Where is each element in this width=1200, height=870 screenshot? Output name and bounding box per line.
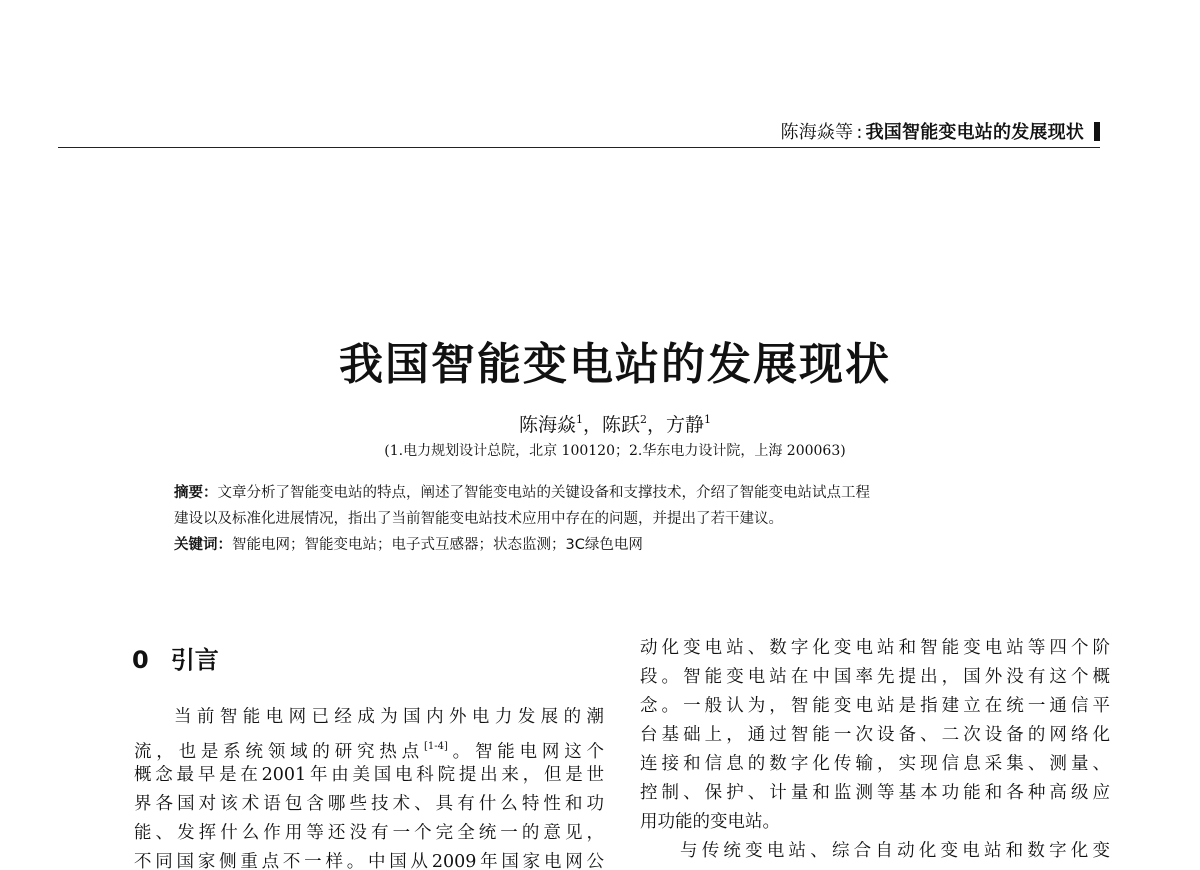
body-text: 。智能电网这个	[447, 742, 605, 762]
body-line: 控制、保护、计量和监测等基本功能和各种高级应	[640, 783, 1110, 803]
author-affil-mark: 1	[575, 413, 583, 426]
section-heading	[132, 640, 219, 675]
running-header-title: 我国智能变电站的发展现状	[865, 122, 1084, 143]
affiliations: (1.电力规划设计总院，北京 100120；2.华东电力设计院，上海 200063)	[384, 443, 846, 459]
body-line: 与传统变电站、综合自动化变电站和数字化变	[680, 841, 1110, 861]
abstract-text: 文章分析了智能变电站的特点，阐述了智能变电站的关键设备和支撑技术，介绍了智能变电站试点工程	[217, 485, 870, 501]
body-line: 用功能的变电站。	[640, 812, 780, 832]
citation-ref: [1-4]	[423, 741, 448, 752]
author-affil-mark: 2	[640, 413, 647, 426]
section-number: 0	[132, 646, 149, 674]
body-line: 当前智能电网已经成为国内外电力发展的潮	[174, 707, 604, 727]
header-rule	[58, 147, 1100, 148]
header-bar-mark	[1094, 122, 1100, 141]
abstract-block	[174, 480, 1074, 558]
abstract-line	[174, 506, 1074, 532]
body-line: 界各国对该术语包含哪些技术、具有什么特性和功	[134, 794, 604, 814]
body-line: 连接和信息的数字化传输，实现信息采集、测量、	[640, 754, 1110, 774]
section-title: 引言	[170, 646, 219, 674]
keywords-line	[174, 532, 1074, 558]
right-column	[640, 634, 1110, 866]
running-header-separator: :	[856, 122, 863, 143]
author-name: 方静	[666, 414, 705, 436]
author-separator: ，	[582, 414, 602, 436]
author-separator: ，	[647, 414, 667, 436]
body-line: 动化变电站、数字化变电站和智能变电站等四个阶	[640, 638, 1110, 658]
abstract-text: 建设以及标准化进展情况，指出了当前智能变电站技术应用中存在的问题，并提出了若干建议。	[174, 511, 783, 527]
author-byline	[0, 410, 1200, 437]
abstract-label: 摘要：	[174, 485, 218, 501]
abstract-line	[174, 480, 1074, 506]
author-name: 陈跃	[601, 414, 640, 436]
running-header-authors: 陈海焱等	[780, 122, 854, 143]
body-line: 概念最早是在2001年由美国电科院提出来，但是世	[134, 765, 604, 785]
keywords-text: 智能电网；智能变电站；电子式互感器；状态监测；3C绿色电网	[232, 537, 643, 553]
article-title: 我国智能变电站的发展现状	[339, 339, 891, 390]
body-text: 流，也是系统领域的研究热点	[134, 742, 424, 762]
author-name: 陈海焱	[518, 414, 576, 436]
body-line: 念。一般认为，智能变电站是指建立在统一通信平	[640, 696, 1110, 716]
body-line: 不同国家侧重点不一样。中国从2009年国家电网公	[134, 852, 604, 870]
body-line: 能、发挥什么作用等还没有一个完全统一的意见，	[134, 823, 604, 843]
body-line: 台基础上，通过智能一次设备、二次设备的网络化	[640, 725, 1110, 745]
running-header	[0, 118, 1100, 144]
body-line: 段。智能变电站在中国率先提出，国外没有这个概	[640, 667, 1110, 687]
keywords-label: 关键词：	[174, 537, 232, 553]
body-line	[134, 732, 604, 761]
left-column	[134, 703, 604, 870]
author-affil-mark: 1	[704, 413, 712, 426]
